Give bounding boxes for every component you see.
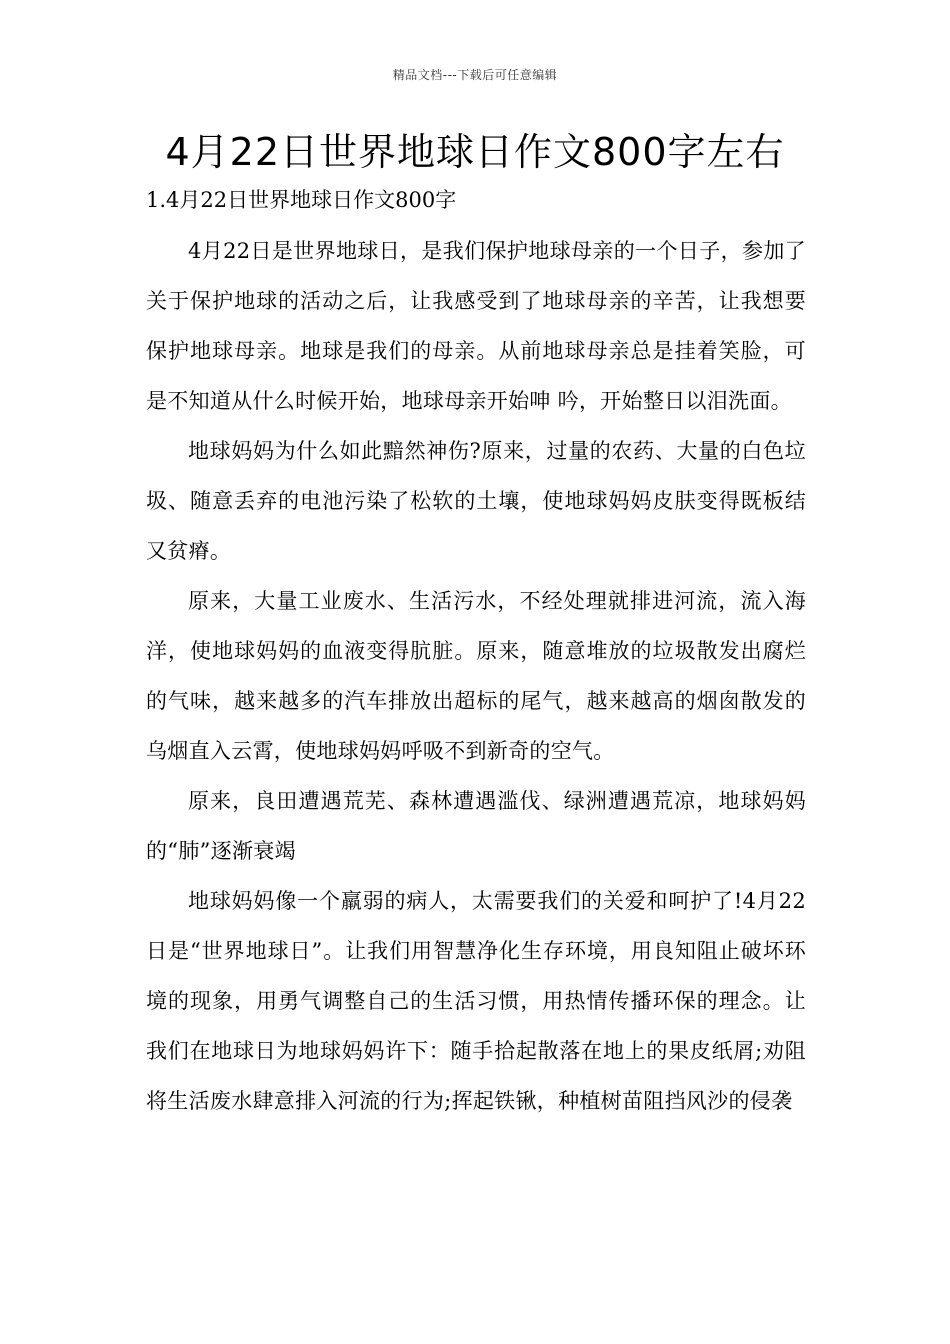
document-body — [146, 226, 806, 1126]
section-title: 1.4月22日世界地球日作文800字 — [146, 188, 457, 212]
paragraph: 原来，大量工业废水、生活污水，不经处理就排进河流，流入海洋，使地球妈妈的血液变得肮脏。原来，随意堆放的垃圾散发出腐烂的气味，越来越多的汽车排放出超标的尾气，越来越高的烟囱散发的乌烟直入云霄，使地球妈妈呼吸不到新奇的空气。 — [146, 589, 806, 763]
paragraph: 地球妈妈像一个羸弱的病人，太需要我们的关爱和呵护了!4月22日是“世界地球日”。让我们用智慧净化生存环境，用良知阻止破坏环境的现象，用勇气调整自己的生活习惯，用热情传播环保的理念。让我们在地球日为地球妈妈许下：随手拾起散落在地上的果皮纸屑;劝阻将生活废水肆意排入河流的行为;挥起铁锹，种植树苗阻挡风沙的侵袭 — [146, 889, 806, 1113]
paragraph: 4月22日是世界地球日，是我们保护地球母亲的一个日子，参加了关于保护地球的活动之后，让我感受到了地球母亲的辛苦，让我想要保护地球母亲。地球是我们的母亲。从前地球母亲总是挂着笑脸，可是不知道从什么时候开始，地球母亲开始呻 吟，开始整日以泪洗面。 — [146, 239, 806, 413]
document-title: 4月22日世界地球日作文800字左右 — [165, 130, 785, 174]
header-note: 精品文档---下载后可任意编辑 — [392, 68, 558, 82]
paragraph: 地球妈妈为什么如此黯然神伤?原来，过量的农药、大量的白色垃圾、随意丢弃的电池污染了松软的土壤，使地球妈妈皮肤变得既板结又贫瘠。 — [146, 439, 806, 563]
paragraph: 原来，良田遭遇荒芜、森林遭遇滥伐、绿洲遭遇荒凉，地球妈妈的“肺”逐渐衰竭 — [146, 789, 806, 863]
